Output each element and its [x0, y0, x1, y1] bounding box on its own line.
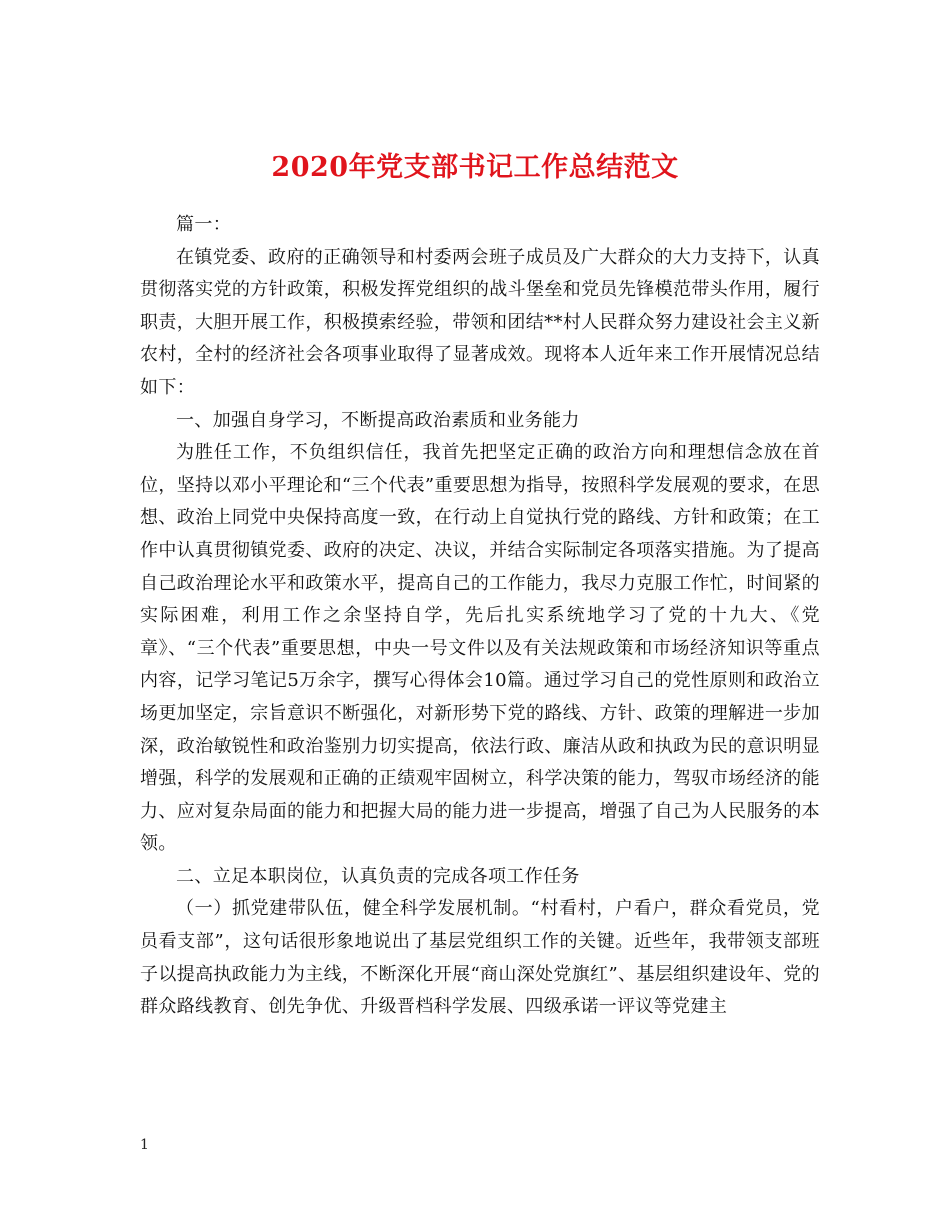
paragraph-study: 为胜任工作，不负组织信任，我首先把坚定正确的政治方向和理想信念放在首位，坚持以邓小平理论和“三个代表”重要思想为指导，按照科学发展观的要求，在思想、政治上同党中央保持高度一致，在行动上自觉执行党的路线、方针和政策；在工作中认真贯彻镇党委、政府的决定、决议，并结合实际制定各项落实措施。为了提高自己政治理论水平和政策水平，提高自己的工作能力，我尽力克服工作忙，时间紧的实际困难，利用工作之余坚持自学，先后扎实系统地学习了党的十九大、《党章》、“三个代表”重要思想，中央一号文件以及有关法规政策和市场经济知识等重点内容，记学习笔记5万余字，撰写心得体会10篇。通过学习自己的党性原则和政治立场更加坚定，宗旨意识不断强化，对新形势下党的路线、方针、政策的理解进一步加深，政治敏锐性和政治鉴别力切实提高，依法行政、廉洁从政和执政为民的意识明显增强，科学的发展观和正确的正绩观牢固树立，科学决策的能力，驾驭市场经济的能力、应对复杂局面的能力和把握大局的能力进一步提高，增强了自己为人民服务的本领。 [140, 442, 820, 855]
document-title: 2020年党支部书记工作总结范文 [271, 152, 679, 184]
paragraph-party-building: （一）抓党建带队伍，健全科学发展机制。“村看村，户看户，群众看党员，党员看支部”，这句话很形象地说出了基层党组织工作的关键。近些年，我带领支部班子以提高执政能力为主线，不断深化开展“商山深处党旗红”、基层组织建设年、党的群众路线教育、创先争优、升级晋档科学发展、四级承诺一评议等党建主 [140, 898, 820, 1018]
paragraph-section-label: 篇一： [176, 214, 232, 235]
document-body [140, 209, 820, 1024]
page-number: 1 [140, 1137, 149, 1153]
paragraph-intro: 在镇党委、政府的正确领导和村委两会班子成员及广大群众的大力支持下，认真贯彻落实党的方针政策，积极发挥党组织的战斗堡垒和党员先锋模范带头作用，履行职责，大胆开展工作，积极摸索经验，带领和团结**村人民群众努力建设社会主义新农村，全村的经济社会各项事业取得了显著成效。现将本人近年来工作开展情况总结如下： [140, 246, 820, 398]
heading-section-two: 二、立足本职岗位，认真负责的完成各项工作任务 [176, 865, 580, 887]
heading-section-one: 一、加强自身学习，不断提高政治素质和业务能力 [176, 409, 580, 431]
